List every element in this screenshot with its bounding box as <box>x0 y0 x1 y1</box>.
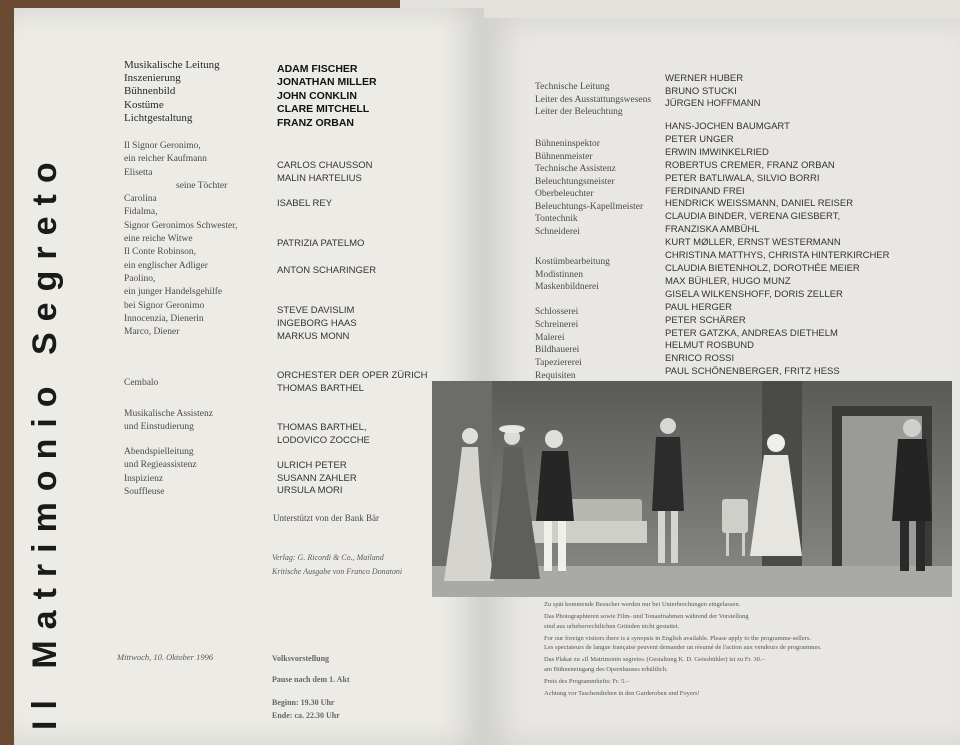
staff-labels: Abendspielleitung und Regieassistenz Inspizienz Souffleuse <box>124 447 197 497</box>
assist-labels: Musikalische Assistenz und Einstudierung <box>124 409 213 433</box>
stage-photo-drawing <box>432 381 952 597</box>
workshop-names: PAUL HERGER PETER SCHÄRER PETER GATZKA, ANDREAS DIETHELM HELMUT ROSBUND ENRICO ROSSI PAUL SCHÖNENBERGER, FRITZ HESS <box>665 302 840 377</box>
production-labels: Musikalische Leitung Inszenierung Bühnenbild Kostüme Lichtgestaltung <box>124 59 220 124</box>
performance-date: Mittwoch, 10. Oktober 1996 <box>117 652 214 662</box>
workshop-labels: Schlosserei Schreinerei Malerei Bildhauerei Tapeziererei Requisiten <box>535 307 582 381</box>
cast-name: PATRIZIA PATELMO <box>277 238 365 249</box>
cast-name: ISABEL REY <box>277 198 333 209</box>
cast-name: MALIN HARTELIUS <box>277 173 362 184</box>
cast-name: INGEBORG HAAS <box>277 318 357 329</box>
cast-name: STEVE DAVISLIM <box>277 305 355 316</box>
staff-names: ULRICH PETER SUSANN ZAHLER URSULA MORI <box>277 460 357 497</box>
tech-names: WERNER HUBER BRUNO STUCKI JÜRGEN HOFFMANN <box>665 73 761 110</box>
publisher-note: Verlag: G. Ricordi & Co., Mailand Kritische Ausgabe von Franco Donatoni <box>272 553 403 576</box>
performance-info: Volksvorstellung Pause nach dem 1. Akt Beginn: 19.30 Uhr Ende: ca. 22.30 Uhr <box>272 654 350 720</box>
tech-labels: Technische Leitung Leiter des Ausstattungswesens Leiter der Beleuchtung <box>535 82 652 117</box>
orchestra-names: ORCHESTER DER OPER ZÜRICH THOMAS BARTHEL <box>277 370 428 394</box>
cast-roles: Il Signor Geronimo, ein reicher Kaufmann Elisetta seine Töchter Carolina Fidalma, Signor Geronimos Schwester, eine reiche Witwe Il Conte Robinson, ein englischer Adliger Paolino, ein junger Handelsgehilfe bei Signor Geronimo Innocenzia, Dienerin Marco, Diener <box>124 141 238 338</box>
crew-labels: Bühneninspektor Bühnenmeister Technische Assistenz Beleuchtungsmeister Oberbeleuchter Beleuchtungs-Kapellmeister Tontechnik Schneiderei <box>535 139 644 237</box>
assist-names: THOMAS BARTHEL, LODOVICO ZOCCHE <box>277 422 370 446</box>
costume-labels: Kostümbearbeitung Modistinnen Maskenbildnerei <box>535 257 610 292</box>
cast-name: CARLOS CHAUSSON <box>277 160 373 171</box>
production-names: ADAM FISCHER JONATHAN MILLER JOHN CONKLIN CLARE MITCHELL FRANZ ORBAN <box>277 63 377 129</box>
crew-names: HANS-JOCHEN BAUMGART PETER UNGER ERWIN IMWINKELRIED ROBERTUS CREMER, FRANZ ORBAN PETER BATLIWALA, SILVIO BORRI FERDINAND FREI HENDRICK WEISSMANN, DANIEL REISER CLAUDIA BINDER, VERENA GIESBERT, FRANZISKA AMBÜHL KURT MØLLER, ERNST WESTERMANN CHRISTINA MATTHYS, CHRISTA HINTERKIRCHER CLAUDIA BIETENHOLZ, DOROTHÉE MEIER MAX BÜHLER, HUGO MUNZ GISELA WILKENSHOFF, DORIS ZELLER <box>665 121 890 300</box>
vertical-title: Il Matrimonio Segreto <box>26 151 64 730</box>
visitor-notes: Zu spät kommende Besucher werden nur bei Unterbrechungen eingelassen. Das Photographieren sowie Film- und Tonaufnahmen während der Vorstellung sind aus urheberrechtlichen Gründen nicht gestattet. For our foreign visitors there is a synopsis in English available. Please apply to the programme-sellers. Les spectateurs de langue française peuvent demander un résumé de l'action aux vendeurs de programmes. Das Plakat zu «Il Matrimonio segreto» (Gestaltung K. D. Geissbühler) ist zu Fr. 30.– am Bühneneingang des Opernhauses erhältlich. Preis des Programmhefts: Fr. 5.– Achtung vor Taschendieben in den Garderoben und Foyers! <box>544 601 822 698</box>
stage-photo <box>432 381 952 597</box>
cast-name: MARKUS MONN <box>277 331 350 342</box>
sponsor-line: Unterstützt von der Bank Bär <box>273 513 379 523</box>
cembalo-label: Cembalo <box>124 378 159 388</box>
cast-name: ANTON SCHARINGER <box>277 265 377 276</box>
